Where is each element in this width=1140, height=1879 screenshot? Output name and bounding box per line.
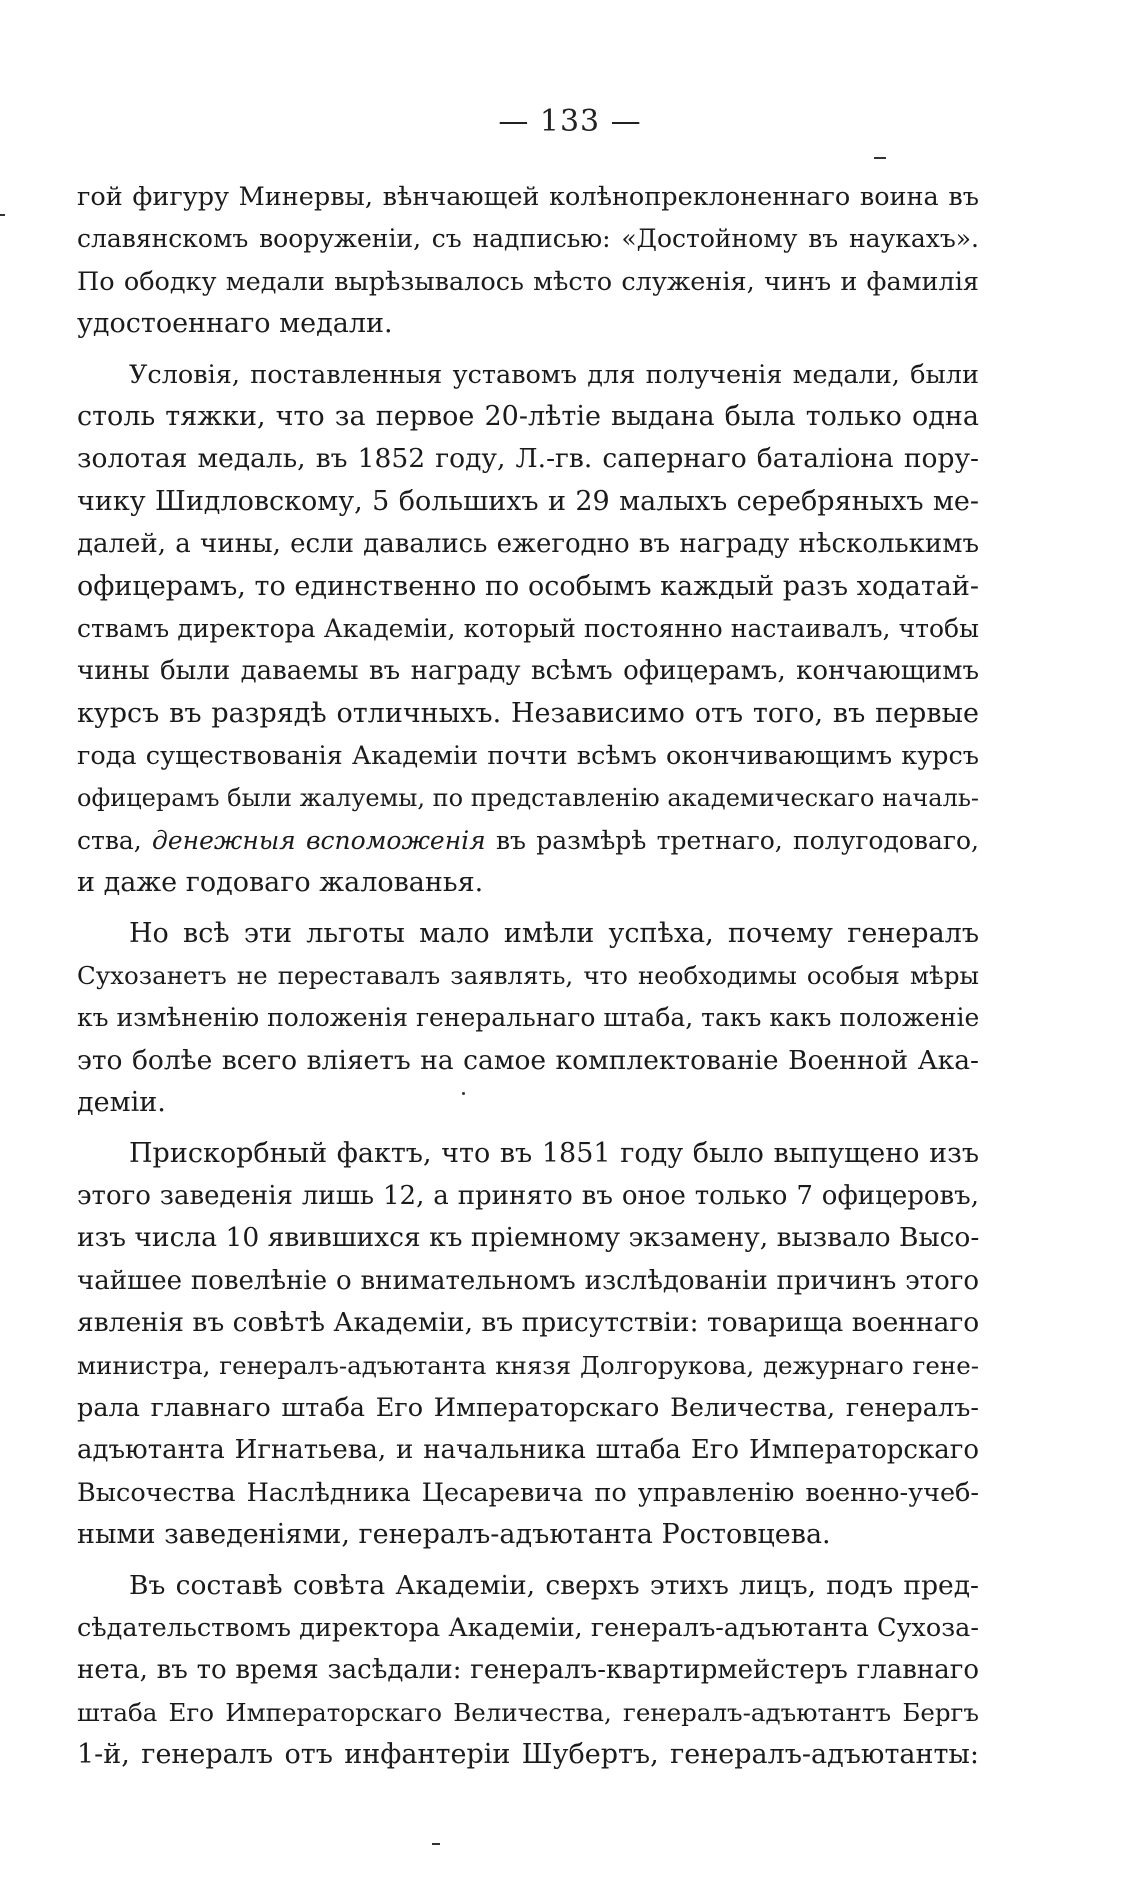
print-mark [874, 157, 886, 159]
text-line: сѣдательствомъ директора Академіи, генералъ-адъютанта Сухоза- [77, 1612, 979, 1643]
text-line-with-italic [77, 820, 979, 862]
text-line: министра, генералъ-адъютанта князя Долгорукова, дежурнаго гене- [77, 1350, 979, 1380]
text-line: деміи. [77, 1087, 166, 1119]
paragraph [77, 176, 979, 346]
text-line: Условія, поставленныя уставомъ для полученія медали, были [129, 359, 979, 390]
text-line: офицерамъ, то единственно по особымъ каждый разъ ходатай- [77, 570, 979, 602]
body-text [77, 176, 979, 1776]
page-number: — 133 — [498, 104, 642, 139]
text-line: рала главнаго штаба Его Императорскаго Величества, генералъ- [77, 1392, 979, 1423]
text-line: и даже годоваго жалованья. [77, 867, 484, 899]
text-line: столь тяжки, что за первое 20-лѣтіе выдана была только одна [77, 400, 979, 432]
text-line: чайшее повелѣніе о внимательномъ изслѣдованіи причинъ этого [77, 1265, 979, 1296]
text-line: Сухозанетъ не переставалъ заявлять, что необходимы особыя мѣры [77, 961, 979, 991]
text-fragment: ства, [77, 825, 142, 855]
text-line: адъютанта Игнатьева, и начальника штаба Его Императорскаго [77, 1435, 979, 1466]
text-line: года существованія Академіи почти всѣмъ окончивающимъ курсъ [77, 741, 979, 772]
text-line: золотая медаль, въ 1852 году, Л.-гв. сапернаго баталіона пору- [77, 443, 979, 475]
text-line: Но всѣ эти льготы мало имѣли успѣха, почему генералъ [129, 917, 979, 949]
text-line: штаба Его Императорскаго Величества, генералъ-адъютантъ Бергъ [77, 1697, 979, 1727]
text-line: ными заведеніями, генералъ-адъютанта Ростовцева. [77, 1519, 831, 1551]
print-mark [432, 1843, 440, 1845]
text-line: далей, а чины, если давались ежегодно въ награду нѣсколькимъ [77, 529, 979, 560]
paragraph [77, 913, 979, 1125]
text-line: По ободку медали вырѣзывалось мѣсто служенія, чинъ и фамилія [77, 266, 979, 297]
text-line: Высочества Наслѣдника Цесаревича по управленію военно-учеб- [77, 1477, 979, 1508]
text-line: этого заведенія лишь 12, а принято въ оное только 7 офицеровъ, [77, 1180, 979, 1211]
italic-phrase: денежныя вспоможенія [152, 825, 486, 855]
text-line: курсъ въ разрядѣ отличныхъ. Независимо отъ того, въ первые [77, 697, 979, 729]
text-line: славянскомъ вооруженіи, съ надписью: «Достойному въ наукахъ». [77, 224, 979, 254]
text-line: 1-й, генералъ отъ инфантеріи Шубертъ, генералъ-адъютанты: [77, 1739, 979, 1771]
text-fragment: въ размѣрѣ третнаго, полугодоваго, [495, 825, 979, 855]
text-line: изъ числа 10 явившихся къ пріемному экзамену, вызвало Высо- [77, 1222, 980, 1254]
text-line: это болѣе всего вліяетъ на самое комплектованіе Военной Ака- [77, 1044, 979, 1076]
text-line: ствамъ директора Академіи, который постоянно настаивалъ, чтобы [77, 613, 979, 643]
text-line: нета, въ то время засѣдали: генералъ-квартирмейстеръ главнаго [77, 1655, 979, 1686]
text-line: удостоеннаго медали. [77, 308, 393, 340]
text-line: Въ составѣ совѣта Академіи, сверхъ этихъ лицъ, подъ пред- [129, 1569, 979, 1601]
print-mark [0, 214, 5, 216]
paragraph [77, 1565, 979, 1777]
paragraph [77, 354, 979, 905]
text-line: гой фигуру Минервы, вѣнчающей колѣнопреклоненнаго воина въ [77, 182, 979, 212]
text-line: чику Шидловскому, 5 большихъ и 29 малыхъ серебряныхъ ме- [77, 485, 979, 517]
paragraph [77, 1133, 979, 1557]
text-line: чины были даваемы въ награду всѣмъ офицерамъ, кончающимъ [77, 656, 979, 687]
text-line: къ измѣненію положенія генеральнаго штаба, такъ какъ положеніе [77, 1003, 980, 1033]
text-line: офицерамъ были жалуемы, по представленію академическаго началь- [77, 784, 979, 813]
text-line: Прискорбный фактъ, что въ 1851 году было выпущено изъ [129, 1137, 979, 1169]
text-line: явленія въ совѣтѣ Академіи, въ присутствіи: товарища военнаго [77, 1307, 980, 1339]
